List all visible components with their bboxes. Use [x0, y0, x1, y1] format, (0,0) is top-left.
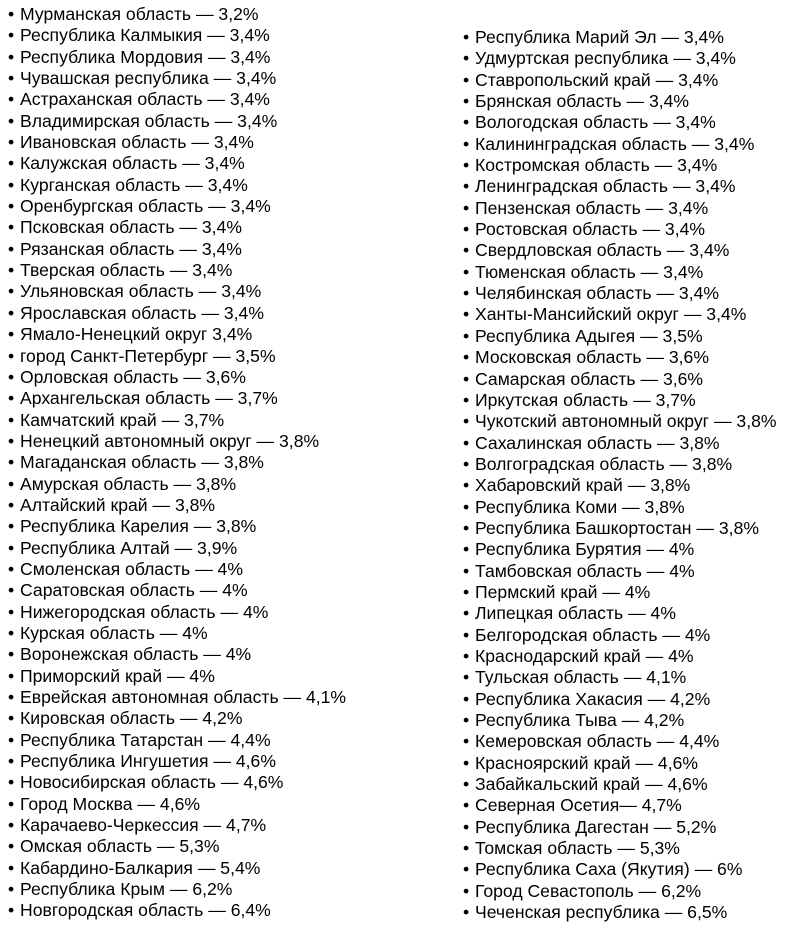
region-rate-text: Республика Хакасия — 4,2% [475, 688, 711, 709]
region-rate-text: Республика Калмыкия — 3,4% [20, 25, 270, 46]
list-item [463, 369, 801, 390]
bullet-icon: • [8, 793, 15, 814]
list-item [8, 388, 448, 409]
list-item [463, 817, 801, 838]
bullet-icon: • [8, 302, 15, 323]
bullet-icon: • [463, 91, 470, 112]
region-rate-text: Забайкальский край — 4,6% [475, 774, 708, 795]
bullet-icon: • [463, 69, 470, 90]
bullet-icon: • [463, 688, 470, 709]
list-item [463, 795, 801, 816]
list-item [463, 518, 801, 539]
bullet-icon: • [8, 68, 15, 89]
list-item [8, 431, 448, 452]
region-rate-text: город Санкт-Петербург — 3,5% [20, 345, 276, 366]
region-rate-text: Ленинградская область — 3,4% [475, 176, 736, 197]
list-item [8, 410, 448, 431]
bullet-icon: • [8, 665, 15, 686]
bullet-icon: • [8, 452, 15, 473]
list-item [8, 111, 448, 132]
region-rate-text: Кировская область — 4,2% [20, 708, 243, 729]
list-item [8, 452, 448, 473]
region-rate-text: Кемеровская область — 4,4% [475, 731, 720, 752]
list-item [8, 900, 448, 921]
bullet-icon: • [8, 644, 15, 665]
bullet-icon: • [463, 603, 470, 624]
region-rate-text: Республика Карелия — 3,8% [20, 516, 257, 537]
region-rate-text: Архангельская область — 3,7% [20, 388, 278, 409]
region-rate-text: Брянская область — 3,4% [475, 91, 690, 112]
list-item [8, 879, 448, 900]
region-rate-text: Город Севастополь — 6,2% [475, 880, 702, 901]
bullet-icon: • [463, 795, 470, 816]
region-rate-text: Саратовская область — 4% [20, 580, 248, 601]
list-item [8, 602, 448, 623]
list-item [8, 367, 448, 388]
list-item [8, 25, 448, 46]
region-rate-text: Кабардино-Балкария — 5,4% [20, 857, 261, 878]
region-rate-text: Чукотский автономный округ — 3,8% [475, 411, 777, 432]
list-item [463, 48, 801, 69]
list-item [8, 89, 448, 110]
region-rate-text: Калининградская область — 3,4% [475, 133, 755, 154]
bullet-icon: • [463, 453, 470, 474]
list-item [463, 625, 801, 646]
region-rate-text: Вологодская область — 3,4% [475, 112, 716, 133]
region-rate-text: Республика Адыгея — 3,5% [475, 325, 703, 346]
bullet-icon: • [463, 710, 470, 730]
bullet-icon: • [8, 153, 15, 174]
bullet-icon: • [8, 132, 15, 153]
list-item [463, 112, 801, 133]
region-rate-text: Чувашская республика — 3,4% [20, 68, 277, 89]
bullet-icon: • [8, 217, 15, 238]
list-item [8, 281, 448, 302]
list-item [463, 539, 801, 560]
bullet-icon: • [8, 751, 15, 772]
bullet-icon: • [8, 174, 15, 195]
region-rate-text: Ульяновская область — 3,4% [20, 281, 262, 302]
region-rate-text: Камчатский край — 3,7% [20, 409, 225, 430]
list-item [8, 836, 448, 857]
bullet-icon: • [463, 155, 470, 176]
region-rate-text: Нижегородская область — 4% [20, 601, 269, 622]
bullet-icon: • [8, 708, 15, 729]
bullet-icon: • [463, 816, 470, 837]
region-rate-text: Республика Коми — 3,8% [475, 496, 685, 517]
bullet-icon: • [8, 537, 15, 558]
bullet-icon: • [463, 560, 470, 581]
region-rate-text: Алтайский край — 3,8% [20, 494, 216, 515]
list-item [463, 283, 801, 304]
region-rate-text: Калужская область — 3,4% [20, 153, 245, 174]
list-item [8, 175, 448, 196]
bullet-icon: • [463, 240, 470, 261]
region-rate-text: Еврейская автономная область — 4,1% [20, 687, 347, 707]
list-item [8, 772, 448, 793]
region-rate-text: Тверская область — 3,4% [20, 260, 233, 281]
region-rate-text: Чеченская республика — 6,5% [475, 902, 728, 923]
region-rate-text: Республика Татарстан — 4,4% [20, 729, 271, 750]
region-rate-text: Ярославская область — 3,4% [20, 302, 264, 323]
list-item [463, 240, 801, 261]
bullet-icon: • [463, 581, 470, 602]
bullet-icon: • [463, 411, 470, 432]
list-item [8, 260, 448, 281]
list-item [463, 91, 801, 112]
bullet-icon: • [8, 25, 15, 46]
bullet-icon: • [463, 219, 470, 240]
bullet-icon: • [463, 517, 470, 538]
region-rate-text: Волгоградская область — 3,8% [475, 453, 733, 474]
region-rate-text: Оренбургская область — 3,4% [20, 196, 271, 217]
region-rate-text: Ханты-Мансийский округ — 3,4% [475, 304, 747, 325]
region-rate-text: Ямало-Ненецкий округ 3,4% [20, 324, 253, 345]
list-item [463, 731, 801, 752]
region-rate-text: Республика Тыва — 4,2% [475, 710, 685, 730]
bullet-icon: • [463, 880, 470, 901]
region-rate-text: Воронежская область — 4% [20, 644, 252, 665]
bullet-icon: • [463, 539, 470, 560]
list-item [463, 347, 801, 368]
region-rate-text: Омская область — 5,3% [20, 836, 220, 857]
left-region-list [8, 4, 448, 922]
region-rate-text: Тамбовская область — 4% [475, 560, 695, 581]
list-item [8, 516, 448, 537]
region-rate-text: Иркутская область — 3,7% [475, 389, 696, 410]
bullet-icon: • [8, 260, 15, 281]
region-rate-text: Тульская область — 4,1% [475, 667, 687, 688]
bullet-icon: • [463, 432, 470, 453]
list-item [463, 859, 801, 880]
list-item [463, 582, 801, 603]
bullet-icon: • [463, 774, 470, 795]
list-item [8, 858, 448, 879]
region-rate-text: Самарская область — 3,6% [475, 368, 704, 389]
region-rate-text: Владимирская область — 3,4% [20, 110, 278, 131]
region-rate-text: Республика Крым — 6,2% [20, 879, 233, 900]
region-rate-text: Город Москва — 4,6% [20, 793, 201, 814]
region-rate-text: Псковская область — 3,4% [20, 217, 242, 238]
region-rate-text: Томская область — 5,3% [475, 838, 680, 859]
bullet-icon: • [8, 900, 15, 921]
bullet-icon: • [8, 4, 15, 24]
region-rate-text: Ростовская область — 3,4% [475, 219, 706, 240]
list-item [8, 495, 448, 516]
region-rate-text: Свердловская область — 3,4% [475, 240, 730, 261]
list-item [8, 559, 448, 580]
bullet-icon: • [463, 752, 470, 773]
list-item [8, 324, 448, 345]
bullet-icon: • [463, 347, 470, 368]
region-rate-text: Липецкая область — 4% [475, 603, 676, 624]
region-rate-text: Костромская область — 3,4% [475, 155, 718, 176]
region-rate-text: Республика Башкортостан — 3,8% [475, 517, 759, 538]
region-rate-text: Мурманская область — 3,2% [20, 4, 259, 24]
bullet-icon: • [8, 196, 15, 217]
region-rate-text: Пермский край — 4% [475, 581, 651, 602]
bullet-icon: • [8, 238, 15, 259]
list-item [463, 646, 801, 667]
list-item [8, 815, 448, 836]
bullet-icon: • [8, 388, 15, 409]
region-rate-text: Челябинская область — 3,4% [475, 283, 720, 304]
bullet-icon: • [463, 176, 470, 197]
list-item [463, 561, 801, 582]
list-item [463, 390, 801, 411]
list-item [463, 689, 801, 710]
region-rate-text: Новосибирская область — 4,6% [20, 772, 284, 793]
bullet-icon: • [463, 133, 470, 154]
region-rate-text: Карачаево-Черкессия — 4,7% [20, 815, 267, 836]
list-item [463, 497, 801, 518]
list-item [463, 603, 801, 624]
list-item [463, 433, 801, 454]
bullet-icon: • [8, 494, 15, 515]
bullet-icon: • [8, 601, 15, 622]
region-rate-text: Ненецкий автономный округ — 3,8% [20, 430, 320, 451]
bullet-icon: • [8, 473, 15, 494]
list-item [8, 196, 448, 217]
bullet-icon: • [8, 324, 15, 345]
list-item [463, 176, 801, 197]
bullet-icon: • [463, 283, 470, 304]
list-item [8, 644, 448, 665]
bullet-icon: • [8, 580, 15, 601]
list-item [463, 902, 801, 923]
list-item [463, 475, 801, 496]
list-item [463, 881, 801, 902]
list-item [463, 774, 801, 795]
bullet-icon: • [463, 389, 470, 410]
list-item [463, 454, 801, 475]
list-item [8, 239, 448, 260]
list-item [463, 326, 801, 347]
bullet-icon: • [463, 731, 470, 752]
list-item [463, 70, 801, 91]
region-rate-text: Рязанская область — 3,4% [20, 238, 242, 259]
list-item [463, 198, 801, 219]
list-item [8, 47, 448, 68]
bullet-icon: • [8, 345, 15, 366]
list-item [8, 751, 448, 772]
bullet-icon: • [463, 624, 470, 645]
region-rate-text: Смоленская область — 4% [20, 558, 243, 579]
region-rate-text: Ивановская область — 3,4% [20, 132, 254, 153]
list-item [463, 710, 801, 731]
region-rate-text: Сахалинская область — 3,8% [475, 432, 720, 453]
region-rate-text: Красноярский край — 4,6% [475, 752, 699, 773]
region-rate-text: Белгородская область — 4% [475, 624, 711, 645]
bullet-icon: • [463, 496, 470, 517]
bullet-icon: • [463, 667, 470, 688]
list-item [8, 474, 448, 495]
list-item [463, 753, 801, 774]
region-rate-text: Хабаровский край — 3,8% [475, 475, 691, 496]
region-rate-text: Северная Осетия— 4,7% [475, 795, 682, 816]
bullet-icon: • [8, 622, 15, 643]
list-item [8, 538, 448, 559]
list-item [8, 708, 448, 729]
region-rate-text: Новгородская область — 6,4% [20, 900, 271, 921]
bullet-icon: • [463, 112, 470, 133]
region-rate-text: Республика Марий Эл — 3,4% [475, 27, 724, 47]
bullet-icon: • [8, 110, 15, 131]
region-rate-text: Республика Бурятия — 4% [475, 539, 695, 560]
list-item [8, 303, 448, 324]
region-rate-text: Астраханская область — 3,4% [20, 89, 270, 110]
bullet-icon: • [463, 27, 470, 47]
list-item [463, 667, 801, 688]
list-item [8, 132, 448, 153]
bullet-icon: • [463, 902, 470, 923]
bullet-icon: • [8, 879, 15, 900]
region-rate-text: Республика Алтай — 3,9% [20, 537, 238, 558]
list-item [8, 666, 448, 687]
bullet-icon: • [8, 558, 15, 579]
right-region-list [463, 27, 801, 923]
bullet-icon: • [8, 46, 15, 67]
region-rate-text: Республика Саха (Якутия) — 6% [475, 859, 743, 880]
list-item [8, 4, 448, 25]
list-item [8, 346, 448, 367]
list-item [463, 27, 801, 48]
region-rate-text: Тюменская область — 3,4% [475, 261, 704, 282]
bullet-icon: • [8, 687, 15, 707]
list-item [8, 68, 448, 89]
list-item [8, 580, 448, 601]
list-item [463, 411, 801, 432]
list-item [463, 304, 801, 325]
bullet-icon: • [8, 815, 15, 836]
list-item [8, 153, 448, 174]
region-rate-text: Удмуртская республика — 3,4% [475, 48, 736, 69]
list-item [463, 134, 801, 155]
region-rate-text: Ставропольский край — 3,4% [475, 69, 719, 90]
bullet-icon: • [8, 836, 15, 857]
region-rate-text: Московская область — 3,6% [475, 347, 709, 368]
bullet-icon: • [463, 48, 470, 69]
bullet-icon: • [463, 197, 470, 218]
bullet-icon: • [463, 645, 470, 666]
bullet-icon: • [463, 325, 470, 346]
list-item [8, 623, 448, 644]
bullet-icon: • [463, 838, 470, 859]
bullet-icon: • [463, 368, 470, 389]
region-rate-text: Амурская область — 3,8% [20, 473, 237, 494]
bullet-icon: • [8, 857, 15, 878]
region-rate-text: Республика Ингушетия — 4,6% [20, 751, 276, 772]
region-rate-text: Курская область — 4% [20, 622, 208, 643]
bullet-icon: • [8, 281, 15, 302]
bullet-icon: • [463, 859, 470, 880]
region-rate-text: Краснодарский край — 4% [475, 645, 694, 666]
list-item [8, 217, 448, 238]
bullet-icon: • [8, 772, 15, 793]
list-item [8, 730, 448, 751]
bullet-icon: • [463, 475, 470, 496]
bullet-icon: • [463, 261, 470, 282]
bullet-icon: • [8, 516, 15, 537]
bullet-icon: • [463, 304, 470, 325]
bullet-icon: • [8, 729, 15, 750]
list-item [463, 155, 801, 176]
region-rate-text: Республика Мордовия — 3,4% [20, 46, 271, 67]
region-rate-text: Пензенская область — 3,4% [475, 197, 709, 218]
region-rate-text: Орловская область — 3,6% [20, 366, 246, 387]
region-rate-text: Республика Дагестан — 5,2% [475, 816, 717, 837]
list-item [8, 794, 448, 815]
region-rate-text: Курганская область — 3,4% [20, 174, 248, 195]
bullet-icon: • [8, 366, 15, 387]
list-item [463, 262, 801, 283]
region-rate-text: Магаданская область — 3,8% [20, 452, 264, 473]
list-item [463, 838, 801, 859]
list-item [463, 219, 801, 240]
list-item [8, 687, 448, 708]
region-rate-text: Приморский край — 4% [20, 665, 215, 686]
bullet-icon: • [8, 409, 15, 430]
bullet-icon: • [8, 89, 15, 110]
bullet-icon: • [8, 430, 15, 451]
